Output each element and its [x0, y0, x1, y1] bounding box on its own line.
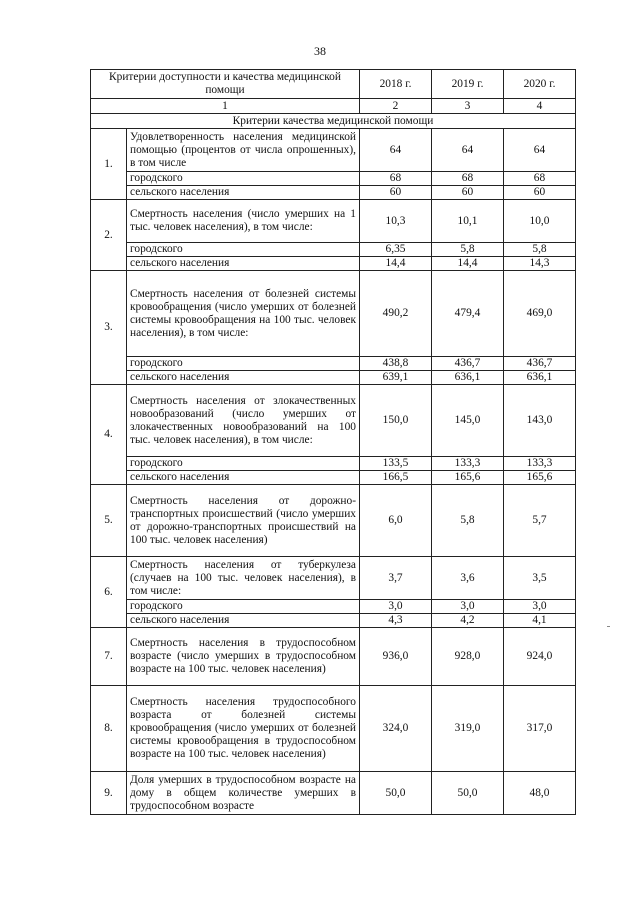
subrow-value: 165,6 — [432, 471, 504, 485]
column-number-row — [91, 99, 576, 114]
column-number-2: 2 — [360, 99, 432, 114]
criteria-subrow — [91, 257, 576, 271]
subrow-value: 4,1 — [504, 614, 576, 628]
criteria-row — [91, 271, 576, 357]
criteria-value: 479,4 — [432, 271, 504, 357]
criteria-subrow — [91, 172, 576, 186]
subrow-value: 436,7 — [504, 357, 576, 371]
criteria-label: Смертность населения (число умерших на 1 тыс. человек населения), в том числе: — [127, 200, 360, 243]
criteria-value: 469,0 — [504, 271, 576, 357]
criteria-value: 6,0 — [360, 485, 432, 557]
subrow-value: 133,5 — [360, 457, 432, 471]
header-row — [91, 70, 576, 99]
criteria-label: Смертность населения трудоспособного возраста от болезней системы кровообращения (число умерших от болезней системы кровообращения в трудоспособном возрасте на 100 тыс. человек населения) — [127, 686, 360, 772]
subrow-value: 133,3 — [504, 457, 576, 471]
subrow-value: 14,4 — [432, 257, 504, 271]
subrow-label: городского — [127, 243, 360, 257]
subrow-value: 636,1 — [504, 371, 576, 385]
criteria-subrow — [91, 457, 576, 471]
criteria-label: Смертность населения от дорожно-транспортных происшествий (число умерших от дорожно-транспортных происшествий на 100 тыс. человек населения) — [127, 485, 360, 557]
subrow-value: 4,2 — [432, 614, 504, 628]
criteria-value: 145,0 — [432, 385, 504, 457]
criteria-row — [91, 628, 576, 686]
quality-criteria-table — [90, 69, 576, 815]
subrow-value: 14,4 — [360, 257, 432, 271]
subrow-label: сельского населения — [127, 471, 360, 485]
criteria-number: 1. — [91, 129, 127, 200]
subrow-value: 133,3 — [432, 457, 504, 471]
subrow-value: 6,35 — [360, 243, 432, 257]
criteria-label: Смертность населения в трудоспособном возрасте (число умерших в трудоспособном возрасте на 100 тыс. человек населения) — [127, 628, 360, 686]
subrow-value: 68 — [432, 172, 504, 186]
criteria-label: Смертность населения от злокачественных новообразований (число умерших от злокачественных новообразований на 100 тыс. человек населения), в том числе: — [127, 385, 360, 457]
criteria-value: 50,0 — [360, 772, 432, 815]
section-title: Критерии качества медицинской помощи — [91, 114, 576, 129]
criteria-value: 924,0 — [504, 628, 576, 686]
criteria-number: 3. — [91, 271, 127, 385]
criteria-value: 5,7 — [504, 485, 576, 557]
subrow-label: городского — [127, 600, 360, 614]
column-number-1: 1 — [91, 99, 360, 114]
criteria-value: 3,7 — [360, 557, 432, 600]
criteria-number: 4. — [91, 385, 127, 485]
subrow-value: 60 — [432, 186, 504, 200]
subrow-value: 639,1 — [360, 371, 432, 385]
criteria-value: 936,0 — [360, 628, 432, 686]
header-year-2018: 2018 г. — [360, 70, 432, 99]
header-criteria: Критерии доступности и качества медицинской помощи — [91, 70, 360, 99]
criteria-number: 7. — [91, 628, 127, 686]
page-number: 38 — [314, 44, 326, 58]
criteria-value: 324,0 — [360, 686, 432, 772]
subrow-label: сельского населения — [127, 614, 360, 628]
subrow-label: городского — [127, 357, 360, 371]
criteria-number: 6. — [91, 557, 127, 628]
criteria-value: 928,0 — [432, 628, 504, 686]
subrow-value: 166,5 — [360, 471, 432, 485]
subrow-label: городского — [127, 457, 360, 471]
criteria-value: 319,0 — [432, 686, 504, 772]
criteria-value: 64 — [504, 129, 576, 172]
subrow-label: городского — [127, 172, 360, 186]
criteria-subrow — [91, 614, 576, 628]
criteria-value: 10,1 — [432, 200, 504, 243]
criteria-value: 10,0 — [504, 200, 576, 243]
column-number-3: 3 — [432, 99, 504, 114]
subrow-value: 3,0 — [360, 600, 432, 614]
subrow-value: 4,3 — [360, 614, 432, 628]
criteria-value: 64 — [360, 129, 432, 172]
criteria-subrow — [91, 186, 576, 200]
subrow-label: сельского населения — [127, 186, 360, 200]
criteria-value: 3,6 — [432, 557, 504, 600]
criteria-row — [91, 557, 576, 600]
criteria-number: 9. — [91, 772, 127, 815]
subrow-value: 436,7 — [432, 357, 504, 371]
subrow-value: 60 — [360, 186, 432, 200]
criteria-value: 48,0 — [504, 772, 576, 815]
subrow-value: 165,6 — [504, 471, 576, 485]
criteria-row — [91, 485, 576, 557]
criteria-value: 143,0 — [504, 385, 576, 457]
criteria-row — [91, 129, 576, 172]
subrow-label: сельского населения — [127, 257, 360, 271]
subrow-value: 68 — [360, 172, 432, 186]
criteria-number: 5. — [91, 485, 127, 557]
criteria-value: 5,8 — [432, 485, 504, 557]
scan-mark — [607, 626, 610, 627]
criteria-label: Доля умерших в трудоспособном возрасте на дому в общем количестве умерших в трудоспособном возрасте — [127, 772, 360, 815]
subrow-value: 5,8 — [432, 243, 504, 257]
criteria-value: 10,3 — [360, 200, 432, 243]
criteria-value: 64 — [432, 129, 504, 172]
criteria-value: 150,0 — [360, 385, 432, 457]
criteria-subrow — [91, 600, 576, 614]
criteria-subrow — [91, 243, 576, 257]
criteria-subrow — [91, 471, 576, 485]
section-row — [91, 114, 576, 129]
subrow-value: 636,1 — [432, 371, 504, 385]
criteria-row — [91, 772, 576, 815]
criteria-value: 50,0 — [432, 772, 504, 815]
criteria-row — [91, 200, 576, 243]
criteria-subrow — [91, 371, 576, 385]
criteria-value: 317,0 — [504, 686, 576, 772]
criteria-number: 2. — [91, 200, 127, 271]
criteria-label: Смертность населения от болезней системы кровообращения (число умерших от болезней системы кровообращения на 100 тыс. человек населения), в том числе: — [127, 271, 360, 357]
subrow-value: 60 — [504, 186, 576, 200]
criteria-label: Удовлетворенность населения медицинской помощью (процентов от числа опрошенных), в том числе — [127, 129, 360, 172]
criteria-row — [91, 686, 576, 772]
subrow-label: сельского населения — [127, 371, 360, 385]
criteria-value: 3,5 — [504, 557, 576, 600]
subrow-value: 14,3 — [504, 257, 576, 271]
header-year-2020: 2020 г. — [504, 70, 576, 99]
subrow-value: 68 — [504, 172, 576, 186]
subrow-value: 3,0 — [504, 600, 576, 614]
criteria-subrow — [91, 357, 576, 371]
criteria-value: 490,2 — [360, 271, 432, 357]
subrow-value: 5,8 — [504, 243, 576, 257]
column-number-4: 4 — [504, 99, 576, 114]
subrow-value: 3,0 — [432, 600, 504, 614]
criteria-label: Смертность населения от туберкулеза (случаев на 100 тыс. человек населения), в том числе: — [127, 557, 360, 600]
criteria-row — [91, 385, 576, 457]
subrow-value: 438,8 — [360, 357, 432, 371]
header-year-2019: 2019 г. — [432, 70, 504, 99]
criteria-number: 8. — [91, 686, 127, 772]
